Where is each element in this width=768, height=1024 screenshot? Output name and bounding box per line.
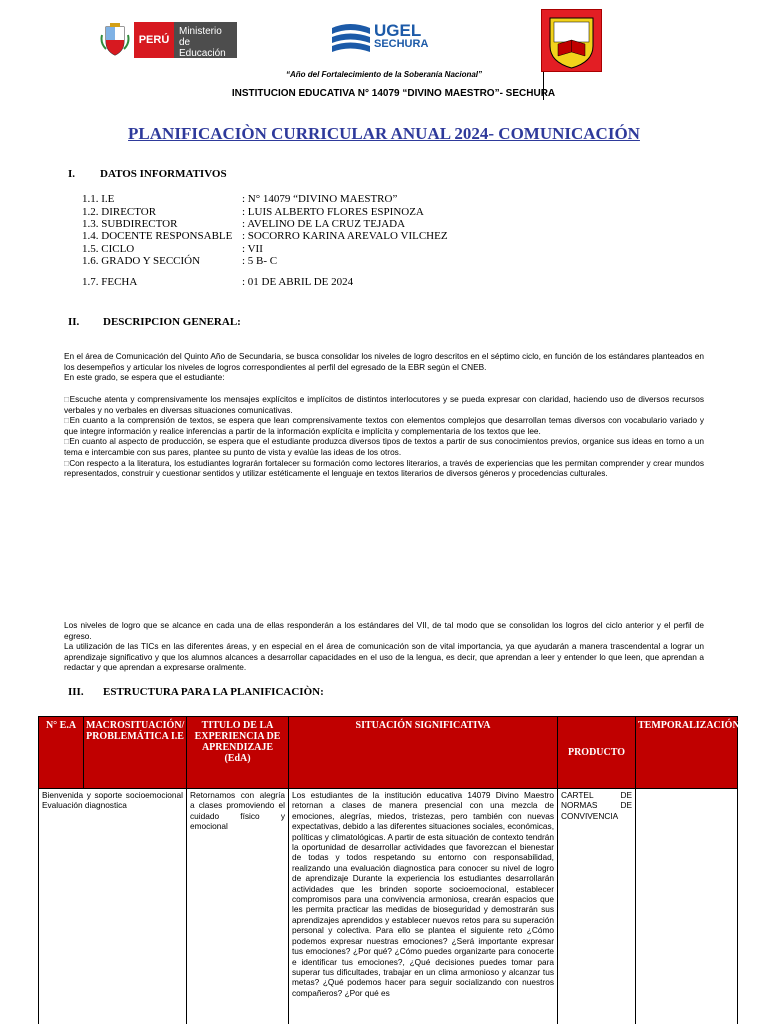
peru-coat-of-arms-icon (100, 23, 130, 57)
intro-text-2: En este grado, se espera que el estudiante: (64, 372, 225, 383)
info-label: 1.2. DIRECTOR (82, 206, 157, 218)
school-crest-logo (541, 9, 602, 72)
header-cell: N° E.A (39, 717, 84, 789)
description-closing (64, 620, 704, 673)
info-value: : AVELINO DE LA CRUZ TEJADA (242, 218, 406, 230)
header-cell: SITUACIÓN SIGNIFICATIVA (289, 717, 558, 789)
info-value: : N° 14079 “DIVINO MAESTRO” (242, 193, 398, 205)
info-value: : SOCORRO KARINA AREVALO VILCHEZ (242, 230, 448, 242)
ministry-label: Ministerio de Educación (174, 22, 237, 58)
info-label: 1.1. I.E (82, 193, 115, 205)
info-value: : 01 DE ABRIL DE 2024 (242, 276, 354, 288)
school-crest-icon (542, 10, 601, 71)
list-item: □Con respecto a la literatura, los estudiantes lograrán fortalecer su formación como lectores literarios, a través de experiencias que les permitan comprender y crear mundos representados, construir y cuestionar sentidos y utilizar estéticamente el lenguaje en textos literarios de diversos géneros y procedencias culturales. (64, 457, 704, 479)
list-item: □En cuanto a la comprensión de textos, se espera que lean comprensivamente textos con elementos complejos que desarrollan temas diversos con vocabulario variado y que integre información y realice inferencias a partir de la información explícita e implícita y complementaria de los textos que lee. (64, 415, 704, 436)
peru-ministry-logo (100, 22, 237, 58)
table-cell-temporalizacion (636, 789, 738, 1024)
bullet-text: En cuanto a la comprensión de textos, se espera que lean comprensivamente textos con elementos complejos que desarrollan temas diversos con vocabulario variado y que integre información y realice inferencias a partir de la información explícita e implícita y complementaria de los textos que lee. (64, 415, 704, 436)
ugel-sub: SECHURA (374, 38, 429, 50)
table-row (39, 789, 738, 1024)
info-label: 1.3. SUBDIRECTOR (82, 218, 178, 230)
section-title: DATOS INFORMATIVOS (100, 168, 227, 180)
info-value: : 5 B- C (242, 255, 278, 267)
peru-label: PERÚ (134, 22, 174, 58)
info-value: : VII (242, 243, 263, 255)
bullet-text: Con respecto a la literatura, los estudiantes lograrán fortalecer su formación como lectores literarios, a través de experiencias que les permitan comprender y crear mundos representados, construir y cuestionar sentidos y utilizar estéticamente el lenguaje en textos literarios de diversos géneros y procedencias culturales. (64, 457, 704, 479)
page-title: PLANIFICACIÒN CURRICULAR ANUAL 2024- COMUNICACIÓN (128, 124, 640, 143)
bullet-text: En cuanto al aspecto de producción, se espera que el estudiante produzca diversos tipos de textos a partir de sus conocimientos previos, organice sus ideas en torno a un tema e intercambie con sus pares, plantee su punto de vista y evalúe las ideas de los otros. (64, 436, 704, 457)
table-cell-situacion: Los estudiantes de la institución educativa 14079 Divino Maestro retornan a clases de manera presencial con una mezcla de emociones, alegrías, miedos, tristezas, pero también con nuevas expectativas, debido a las diferentes situaciones sociales, económicas, políticas y climatológicas. A partir de esta situación de contexto tendrán la oportunidad de desarrollar actividades que favorezcan el bienestar de todas y todos respetando su entorno con responsabilidad, realizando una evaluación diagnostica para conocer su nivel de logro de aprendizaje Durante la experiencia los estudiantes desarrollarán actividades que les brinden soporte socioemocional, establecer compromisos para una convivencia armoniosa, crearán espacios que les permita practicar las medidas de bioseguridad y demostrarán sus aprendizajes aprendidos y establecer nuevos retos para su superación personal y colectiva. Para ello se plantea el siguiente reto ¿Cómo podemos expresar nuestras emociones? ¿Será importante expresar tus emociones? ¿Por qué? ¿Cómo puedes organizarte para conocerte e identificar tus emociones?, ¿Qué decisiones puedes tomar para superar tus dificultades, trabajar en un clima armonioso y alcanzar tus metas? ¿Qué podemos hacer para seguir socializando con nuestros compañeros? ¿Por qué es (289, 789, 558, 1024)
ugel-logo (330, 22, 428, 58)
list-item: □En cuanto al aspecto de producción, se espera que el estudiante produzca diversos tipos de textos a partir de sus conocimientos previos, organice sus ideas en torno a un tema e intercambie con sus pares, plantee su punto de vista y evalúe las ideas de los otros. (64, 436, 704, 457)
table-cell-macro: Bienvenida y soporte socioemocional Evaluación diagnostica (39, 789, 187, 1024)
info-value: : LUIS ALBERTO FLORES ESPINOZA (242, 206, 424, 218)
list-item: □Escuche atenta y comprensivamente los mensajes explícitos e implícitos de distintos interlocutores y se pueda expresar con claridad, haciendo uso de diversos recursos verbales y no verbales en diversas situaciones comunicativas. (64, 394, 705, 415)
section-number: I. (68, 168, 76, 180)
section-number: III. (68, 686, 84, 698)
header-cell: TEMPORALIZACIÓN (636, 717, 738, 789)
info-label: 1.7. FECHA (82, 276, 138, 288)
info-label: 1.6. GRADO Y SECCIÓN (82, 255, 201, 267)
header-cell: TITULO DE LA EXPERIENCIA DE APRENDIZAJE (EdA) (187, 717, 289, 789)
closing-text: Los niveles de logro que se alcance en cada una de ellas responderán a los estándares del VII, de tal modo que se consolidan los logros del ciclo anterior y el perfil de egreso. (64, 620, 704, 641)
info-label: 1.5. CICLO (82, 243, 135, 255)
table-header-row (39, 717, 738, 789)
ugel-swoosh-icon (330, 22, 372, 58)
bullet-text: Escuche atenta y comprensivamente los mensajes explícitos e implícitos de distintos interlocutores y se pueda expresar con claridad, haciendo uso de diversos recursos verbales y no verbales en diversas situaciones comunicativas. (64, 394, 705, 415)
ugel-name: UGEL (374, 21, 422, 40)
table-cell-titulo: Retornamos con alegría a clases promoviendo el cuidado físico y emocional (187, 789, 289, 1024)
section-title: ESTRUCTURA PARA LA PLANIFICACIÒN: (103, 686, 324, 698)
header-logos (0, 0, 768, 70)
motto: “Año del Fortalecimiento de la Soberanía Nacional” (285, 70, 483, 79)
planning-table (38, 716, 738, 1024)
header-cell: PRODUCTO (558, 717, 636, 789)
description-intro (64, 351, 704, 383)
section-title: DESCRIPCION GENERAL: (103, 316, 241, 328)
institution-name: INSTITUCION EDUCATIVA N° 14079 “DIVINO MAESTRO”- SECHURA (231, 88, 556, 99)
closing-text-2: La utilización de las TICs en las diferentes áreas, y en especial en el área de comunicación son de vital importancia, ya que ayudarán a manera trascendental a lograr un aprendizaje significativo y que los alumnos alcances a desarrollar capacidades en el uso de la lengua, es decir, que aprendan a leer y entender lo que leen, que aprendan a redactar y que aprendan a expresarse oralmente. (64, 641, 704, 673)
table-cell-producto: CARTEL DE NORMAS DE CONVIVENCIA (558, 789, 636, 1024)
info-label: 1.4. DOCENTE RESPONSABLE (82, 230, 233, 242)
section-number: II. (68, 316, 80, 328)
header-cell: MACROSITUACIÓN/ PROBLEMÁTICA I.E (84, 717, 187, 789)
description-bullets (64, 394, 704, 479)
intro-text: En el área de Comunicación del Quinto Año de Secundaria, se busca consolidar los niveles de logro descritos en el séptimo ciclo, en función de los estándares planteados en los desempeños y articular los niveles de logros correspondientes al perfil del egresado de la EBR según el CNEB. (64, 351, 704, 372)
